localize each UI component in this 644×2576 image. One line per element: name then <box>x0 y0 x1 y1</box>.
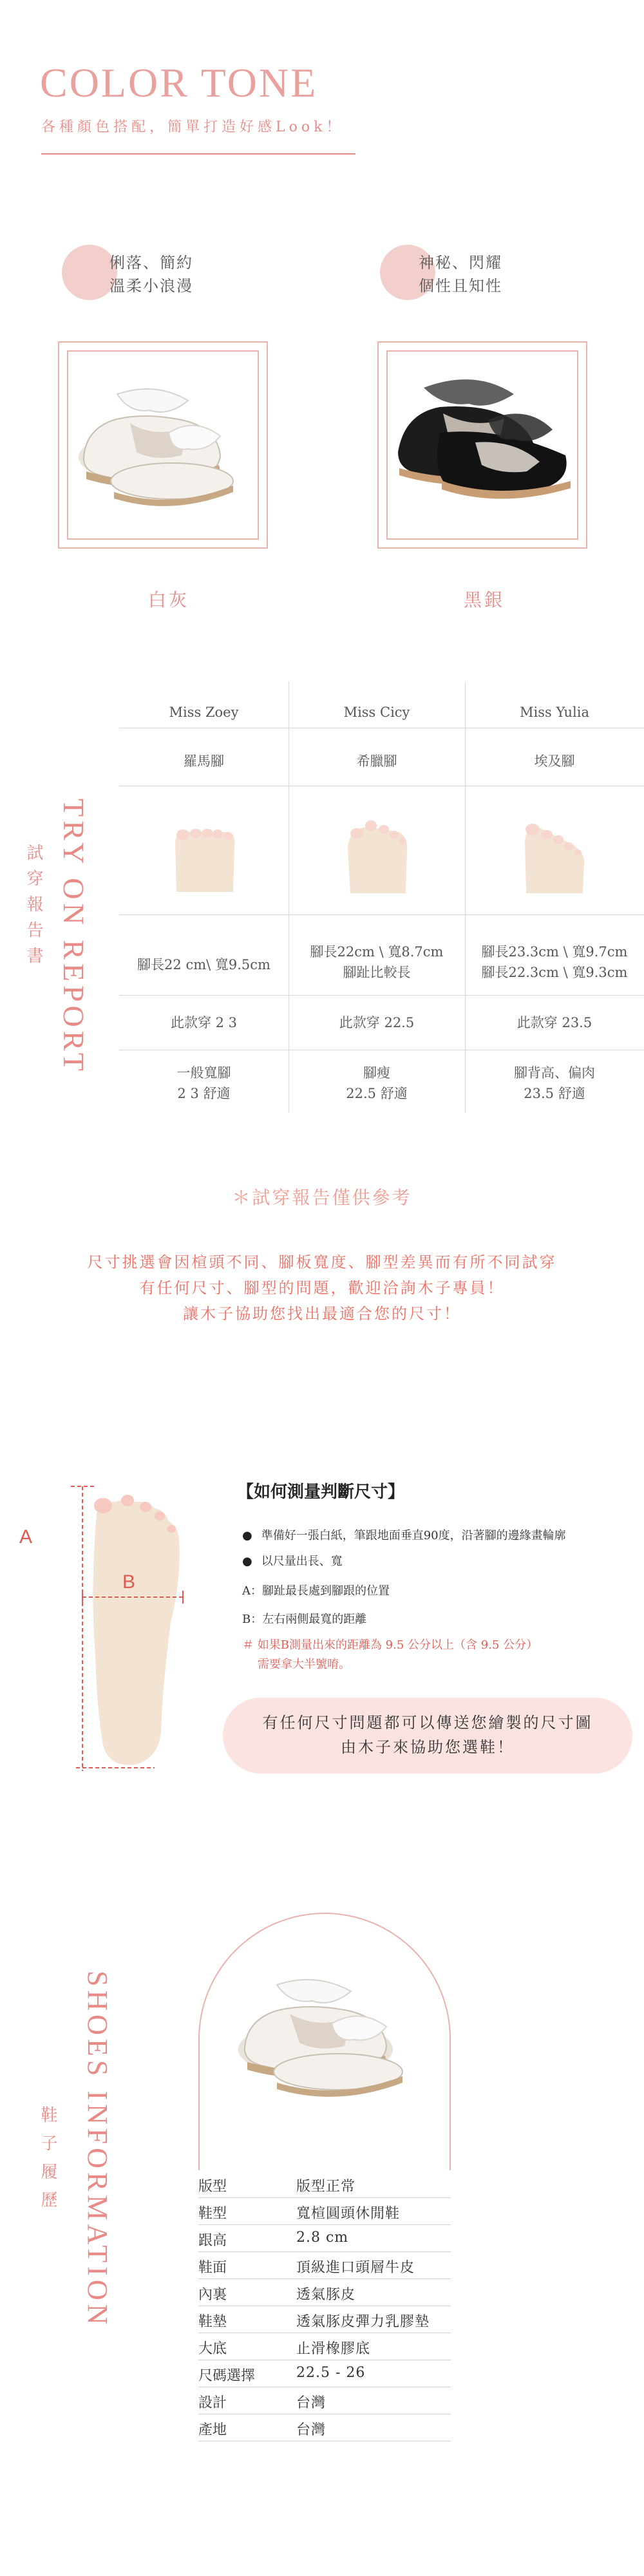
product-photo <box>200 1940 451 2172</box>
person-name: Miss Zoey <box>169 705 239 720</box>
color-name-2: 黑銀 <box>464 589 506 611</box>
page-subtitle: 各種顏色搭配，簡單打造好感Look！ <box>41 119 345 135</box>
foot-type: 羅馬腳 <box>184 753 224 769</box>
wear-size: 此款穿 2 3 <box>170 1015 238 1030</box>
wear-size: 此款穿 22.5 <box>339 1015 415 1030</box>
foot-type: 希臘腳 <box>356 753 397 769</box>
fit-note: 一般寬腳 2 3 舒適 <box>176 1065 231 1101</box>
wear-size: 此款穿 23.5 <box>516 1015 592 1030</box>
info-title-en: SHOES INFORMATION <box>82 1971 113 2329</box>
info-title-zh: 鞋子履歷 <box>38 2106 57 2219</box>
measure-heading: 【如何測量判斷尺寸】 <box>237 1482 405 1502</box>
tag-text-2: 神秘、閃耀 個性且知性 <box>419 254 502 295</box>
spec-row: 設計 台灣 <box>198 2387 451 2414</box>
sneaker-black-silver-image <box>379 343 585 546</box>
foot-roman-icon <box>169 818 240 895</box>
spec-row: 尺碼選擇 22.5 - 26 <box>198 2360 451 2387</box>
sneaker-white-grey-image <box>59 343 265 546</box>
fit-note: 腳背高、偏肉 23.5 舒適 <box>514 1065 595 1101</box>
size-line: 腳長22cm \ 寬8.7cm 腳趾比較長 <box>310 944 444 980</box>
label-b: B <box>122 1571 136 1593</box>
foot-egyptian-icon <box>518 813 589 896</box>
try-on-title-en: TRY ON REPORT <box>57 799 90 1075</box>
foot-type: 埃及腳 <box>534 753 575 769</box>
sizing-advice: 尺寸挑選會因楦頭不同、腳板寬度、腳型差異而有所不同試穿 有任何尺寸、腳型的問題，歡迎洽詢木子專員！ 讓木子協助您找出最適合您的尺寸！ <box>87 1253 557 1323</box>
person-name: Miss Cicy <box>343 705 410 720</box>
spec-row: 跟高 2.8 cm <box>198 2224 451 2252</box>
spec-row: 大底 止滑橡膠底 <box>198 2333 451 2360</box>
spec-row: 版型 版型正常 <box>198 2170 451 2198</box>
spec-row: 內裏 透氣豚皮 <box>198 2278 451 2306</box>
foot-measure-diagram <box>13 1475 219 1771</box>
page-title: COLOR TONE <box>40 60 318 106</box>
spec-row: 鞋墊 透氣豚皮彈力乳膠墊 <box>198 2306 451 2333</box>
label-a: A <box>19 1526 33 1548</box>
contact-cta-banner: 有任何尺寸問題都可以傳送您繪製的尺寸圖 由木子來協助您選鞋！ <box>223 1698 632 1774</box>
arch-frame <box>198 1913 451 2170</box>
subtitle-underline <box>41 153 355 155</box>
spec-row: 鞋面 頂級進口頭層牛皮 <box>198 2251 451 2279</box>
foot-greek-icon <box>341 813 412 896</box>
size-line: 腳長22 cm\ 寬9.5cm <box>137 957 270 972</box>
fit-note: 腳瘦 22.5 舒適 <box>346 1065 408 1101</box>
measure-steps: ● 準備好一張白紙，筆跟地面垂直90度，沿著腳的邊緣畫輪廓 ● 以尺量出長、寬 A：腳趾最長處到腳跟的位置 B：左右兩側最寬的距離 ＃ 如果B測量出來的距離為 9.5 公分以上（含 9.5 公分） 需要拿大半號唷。 <box>242 1529 566 1671</box>
person-name: Miss Yulia <box>520 705 589 720</box>
product-frame-black-silver <box>377 341 587 549</box>
spec-row: 產地 台灣 <box>198 2414 451 2441</box>
table-divider <box>119 995 644 996</box>
try-on-disclaimer: ＊試穿報告僅供參考 <box>232 1187 412 1208</box>
spec-row: 鞋型 寬楦圓頭休閒鞋 <box>198 2197 451 2225</box>
product-frame-white-grey <box>58 341 268 549</box>
color-name-1: 白灰 <box>148 589 190 611</box>
tag-text-1: 俐落、簡約 溫柔小浪漫 <box>109 254 193 295</box>
try-on-title-zh: 試穿報告書 <box>24 844 43 972</box>
size-line: 腳長23.3cm \ 寬9.7cm 腳長22.3cm \ 寬9.3cm <box>481 944 628 980</box>
table-divider <box>465 681 466 1113</box>
table-divider <box>119 914 644 915</box>
